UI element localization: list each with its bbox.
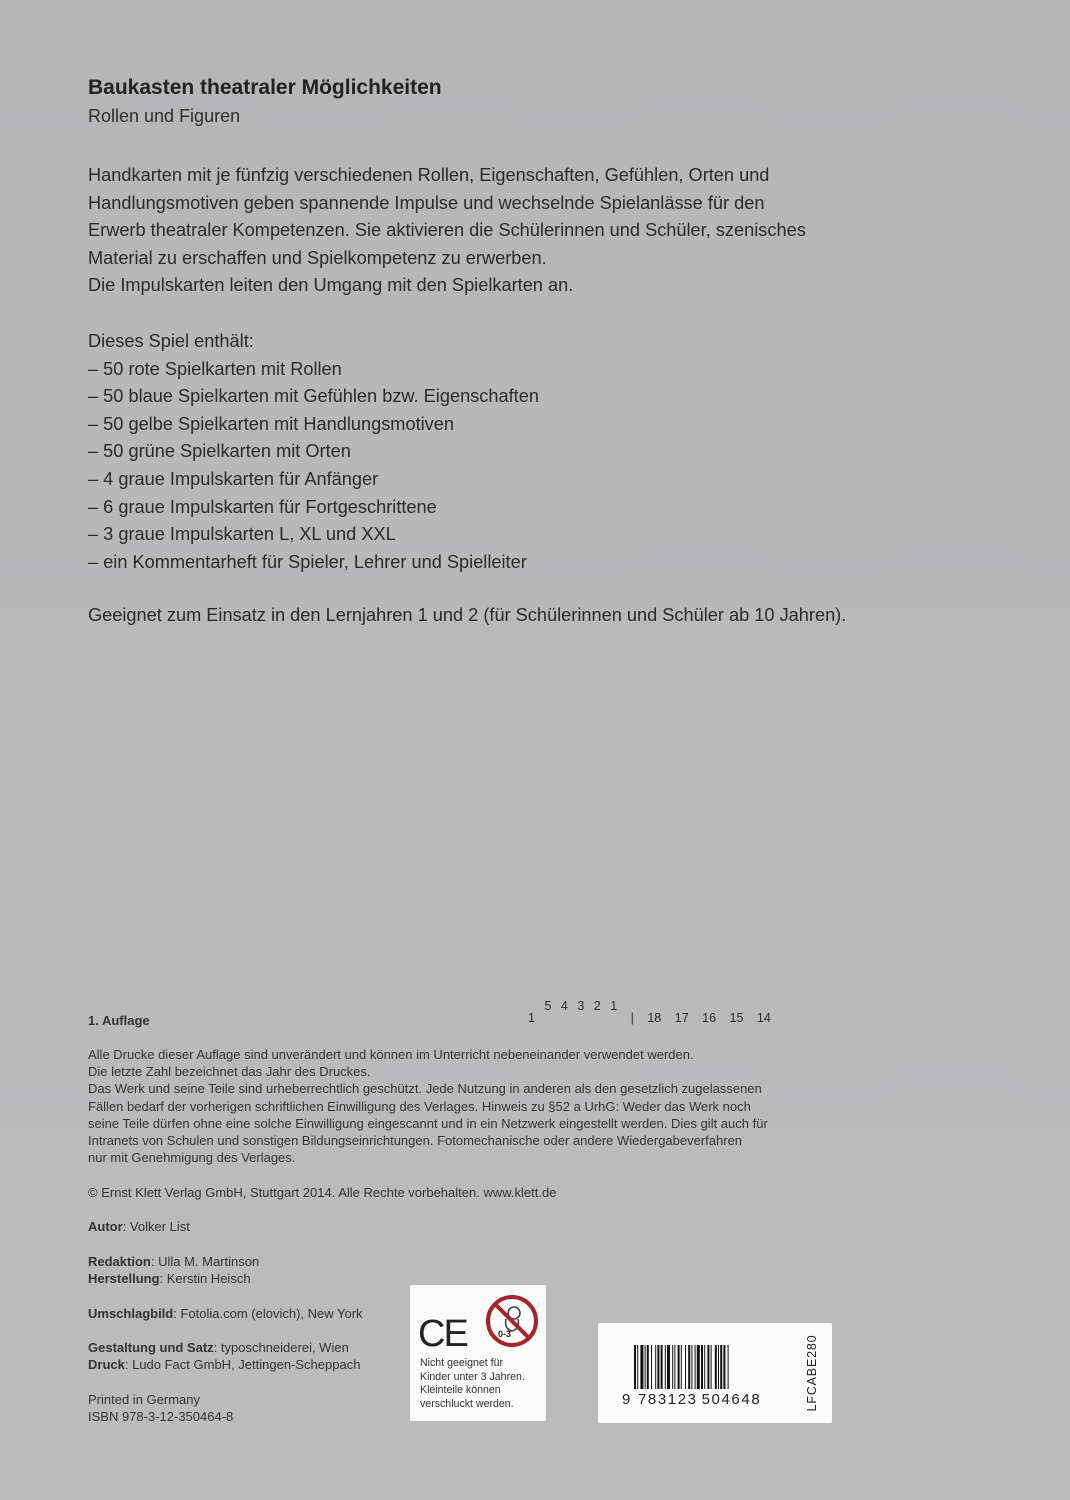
print-run-year: 14 xyxy=(756,1011,771,1025)
ean-left-group: 783123 xyxy=(637,1391,698,1408)
print-run-year: 18 xyxy=(647,1011,662,1025)
warning-line: Kleinteile können xyxy=(420,1384,501,1397)
credit-value: : Ulla M. Martinson xyxy=(150,1254,260,1269)
legal-line: Die letzte Zahl bezeichnet das Jahr des Druckes. xyxy=(88,1064,371,1080)
list-item: – 6 graue Impulskarten für Fortgeschrittene xyxy=(88,494,988,522)
credit-editor xyxy=(88,1253,259,1270)
credit-value: : typoschneiderei, Wien xyxy=(213,1340,349,1355)
article-code xyxy=(798,1327,826,1419)
credit-value: : Kerstin Heisch xyxy=(159,1271,251,1286)
print-run-number: 4 xyxy=(560,999,568,1013)
printed-in: Printed in Germany xyxy=(88,1392,200,1407)
warning-text xyxy=(420,1357,544,1411)
copyright-line: © Ernst Klett Verlag GmbH, Stuttgart 2014. Alle Rechte vorbehalten. www.klett.de xyxy=(88,1185,557,1200)
description-line: Handlungsmotiven geben spannende Impulse und wechselnde Spielanlässe für den xyxy=(88,192,765,213)
warning-line: Kinder unter 3 Jahren. xyxy=(420,1370,525,1383)
list-item: – 50 grüne Spielkarten mit Orten xyxy=(88,438,988,466)
ean-right-group: 504648 xyxy=(701,1391,762,1408)
print-run-number: 3 xyxy=(577,999,585,1013)
print-run-year: 17 xyxy=(674,1011,689,1025)
warning-line: Nicht geeignet für xyxy=(420,1357,504,1369)
description-line: Material zu erschaffen und Spielkompetenz zu erwerben. xyxy=(88,247,547,268)
warning-line: verschluckt werden. xyxy=(420,1397,514,1410)
credit-label: Herstellung xyxy=(88,1271,160,1286)
list-item: – ein Kommentarheft für Spieler, Lehrer und Spielleiter xyxy=(88,549,988,577)
contents-heading: Dieses Spiel enthält: xyxy=(88,331,254,351)
list-item: – 3 graue Impulskarten L, XL und XXL xyxy=(88,521,988,549)
legal-line: Alle Drucke dieser Auflage sind unverändert und können im Unterricht nebeneinander verwendet werden. xyxy=(88,1047,694,1062)
book-subtitle: Rollen und Figuren xyxy=(88,106,241,126)
legal-line: nur mit Genehmigung des Verlages. xyxy=(88,1150,296,1166)
credit-value: : Volker List xyxy=(122,1219,190,1234)
credit-value: : Fotolia.com (elovich), New York xyxy=(173,1306,363,1321)
credit-author xyxy=(88,1218,190,1235)
credit-cover xyxy=(88,1305,363,1322)
description xyxy=(88,162,988,300)
print-run-separator: | xyxy=(630,1011,634,1025)
print-run-number: 1 xyxy=(610,999,618,1013)
credit-label: Gestaltung und Satz xyxy=(88,1340,214,1355)
list-item: – 4 graue Impulskarten für Anfänger xyxy=(88,466,988,494)
legal-notice xyxy=(88,1046,808,1166)
safety-warning-label xyxy=(410,1285,546,1421)
contents-list xyxy=(88,328,988,576)
description-line: Handkarten mit je fünfzig verschiedenen Rollen, Eigenschaften, Gefühlen, Orten und xyxy=(88,165,770,185)
barcode-label xyxy=(598,1323,832,1423)
ce-mark-icon: CE xyxy=(418,1313,467,1355)
description-line: Erwerb theatraler Kompetenzen. Sie aktivieren die Schülerinnen und Schüler, szenisches xyxy=(88,220,806,241)
list-item: – 50 gelbe Spielkarten mit Handlungsmotiven xyxy=(88,411,988,439)
legal-line: Intranets von Schulen und sonstigen Bildungseinrichtungen. Fotomechanische oder andere Wiedergabeverfahren xyxy=(88,1133,743,1149)
credit-label: Druck xyxy=(88,1357,125,1372)
print-run-number: 2 xyxy=(593,999,601,1013)
article-code-text: LFCABE280 xyxy=(805,1334,819,1412)
credit-print xyxy=(88,1356,360,1373)
credit-label: Redaktion xyxy=(88,1254,151,1269)
age-warning-icon xyxy=(484,1293,540,1349)
edition-label: 1. Auflage xyxy=(88,1013,150,1028)
description-line: Die Impulskarten leiten den Umgang mit den Spielkarten an. xyxy=(88,275,574,296)
list-item: – 50 rote Spielkarten mit Rollen xyxy=(88,356,988,384)
ean-number xyxy=(622,1391,761,1408)
list-item: – 50 blaue Spielkarten mit Gefühlen bzw. Eigenschaften xyxy=(88,383,988,411)
credit-label: Autor xyxy=(88,1219,123,1234)
age-label: 0-3 xyxy=(498,1329,512,1339)
print-run-number: 5 xyxy=(544,999,552,1013)
legal-line: seine Teile dürfen ohne eine solche Einwilligung eingescannt und in ein Netzwerk eingestellt werden. Dies gilt auch für xyxy=(88,1115,768,1131)
credit-label: Umschlagbild xyxy=(88,1306,174,1321)
print-run-year: 16 xyxy=(702,1011,717,1025)
credit-design xyxy=(88,1339,349,1356)
print-run-numbers xyxy=(528,999,777,1025)
book-title: Baukasten theatraler Möglichkeiten xyxy=(88,76,442,99)
print-run-year: 15 xyxy=(729,1011,744,1025)
print-run-base: 1 xyxy=(528,1011,535,1025)
legal-line: Das Werk und seine Teile sind urheberrechtlich geschützt. Jede Nutzung in anderen als den gesetzlich zugelassenen xyxy=(88,1081,762,1097)
suitability-note: Geeignet zum Einsatz in den Lernjahren 1 und 2 (für Schülerinnen und Schüler ab 10 Jahren). xyxy=(88,605,847,625)
legal-line: Fällen bedarf der vorherigen schriftlichen Einwilligung des Verlages. Hinweis zu §52 a UrhG: Weder das Werk noch xyxy=(88,1098,751,1114)
barcode-icon xyxy=(634,1345,768,1389)
credit-value: : Ludo Fact GmbH, Jettingen-Scheppach xyxy=(124,1357,361,1372)
ean-lead-digit: 9 xyxy=(622,1391,632,1408)
credit-production xyxy=(88,1270,251,1287)
isbn: ISBN 978-3-12-350464-8 xyxy=(88,1409,234,1424)
